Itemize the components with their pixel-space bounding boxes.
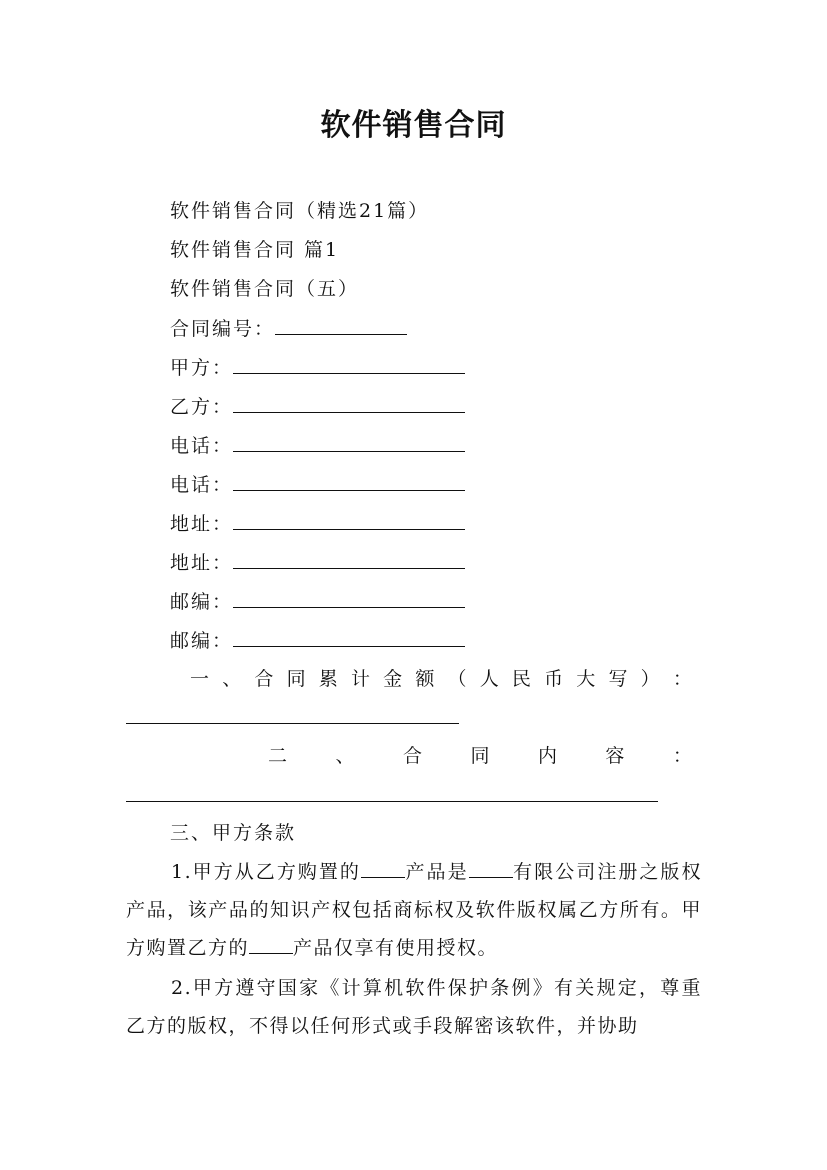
section-3-heading: 三、甲方条款 [170,822,297,844]
address-blank-1 [233,511,465,530]
section-1-char: 民 [511,668,531,690]
section-2-char: 合 [402,745,422,767]
section-1-char: （ [447,668,467,690]
postcode-label-2: 邮编： [170,630,234,652]
section-1-char: 人 [479,668,499,690]
address-blank-2 [233,550,465,569]
clause-1 [126,853,702,967]
section-1-char: ） [640,668,660,690]
clause-1-part-1: 1.甲方从乙方购置的 [171,861,361,883]
postcode-row-2 [170,628,465,653]
section-2-blank [126,801,658,802]
party-a-row [170,355,465,380]
section-2-char: 、 [335,745,355,767]
section-1-char: ： [672,668,692,690]
phone-row-1 [170,433,465,458]
section-1-char: 一 [190,668,210,690]
party-b-label: 乙方： [170,396,234,418]
phone-label-1: 电话： [170,435,234,457]
section-1-heading [190,667,692,691]
intro-line-3: 软件销售合同（五） [170,278,360,300]
section-2-char: 同 [470,745,490,767]
section-1-char: 计 [350,668,370,690]
section-1-char: 写 [608,668,628,690]
section-1-char: 累 [318,668,338,690]
section-1-char: 额 [415,668,435,690]
section-2-char: 内 [537,745,557,767]
postcode-row-1 [170,589,465,614]
section-1-char: 大 [576,668,596,690]
intro-line-1: 软件销售合同（精选21篇） [170,200,430,222]
section-2-char: 容 [605,745,625,767]
clause-1-part-4: 产品仅享有使用授权。 [293,937,499,959]
clause-1-blank-1 [361,859,405,878]
section-2-char: ： [672,745,692,767]
phone-row-2 [170,472,465,497]
document-title: 软件销售合同 [320,108,507,143]
intro-line-2: 软件销售合同 篇1 [170,239,340,261]
section-2-char: 二 [268,745,288,767]
clause-1-part-3: 有限公司注册之版权产品，该产品的知识产权包括商标权及软件版权属乙方所有。甲方购置乙方的 [126,861,702,959]
party-b-row [170,394,465,419]
address-row-1 [170,511,465,536]
party-a-label: 甲方： [170,357,234,379]
section-1-char: 、 [222,668,242,690]
address-row-2 [170,550,465,575]
section-1-blank [126,723,459,724]
phone-label-2: 电话： [170,474,234,496]
section-1-char: 合 [254,668,274,690]
clause-1-part-2: 产品是 [404,861,469,883]
section-1-char: 同 [286,668,306,690]
section-1-char: 金 [383,668,403,690]
postcode-blank-1 [233,589,465,608]
clause-1-blank-2 [469,859,513,878]
clause-2: 2.甲方遵守国家《计算机软件保护条例》有关规定，尊重乙方的版权，不得以任何形式或手段解密该软件，并协助 [126,977,702,1037]
party-b-blank [233,394,465,413]
contract-number-label: 合同编号： [170,318,276,340]
phone-blank-2 [233,472,465,491]
clause-1-blank-3 [249,935,293,954]
contract-number-blank [275,316,407,335]
party-a-blank [233,355,465,374]
postcode-blank-2 [233,628,465,647]
phone-blank-1 [233,433,465,452]
section-1-char: 币 [544,668,564,690]
address-label-2: 地址： [170,552,234,574]
address-label-1: 地址： [170,513,234,535]
contract-number-row [170,316,407,341]
postcode-label-1: 邮编： [170,591,234,613]
section-2-heading [268,744,692,768]
